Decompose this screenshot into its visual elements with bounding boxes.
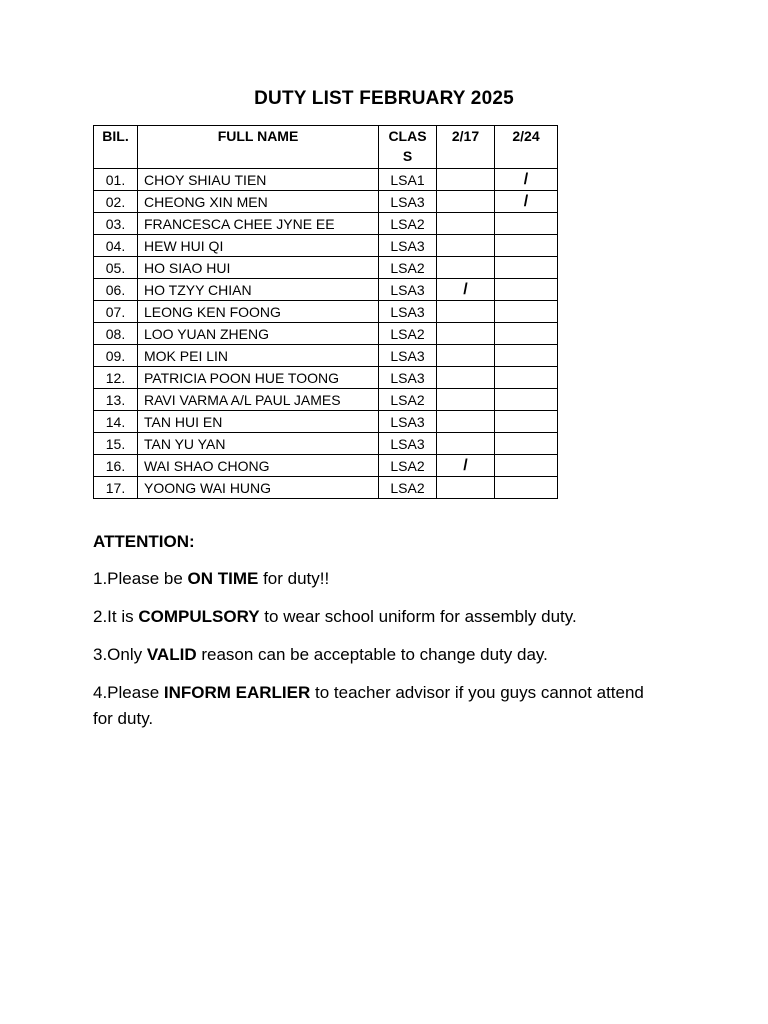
row-date-2-mark bbox=[495, 411, 558, 433]
row-full-name: YOONG WAI HUNG bbox=[138, 477, 379, 499]
row-date-1-mark: / bbox=[437, 455, 495, 477]
table-header-row bbox=[94, 126, 558, 169]
page-title: DUTY LIST FEBRUARY 2025 bbox=[254, 88, 514, 109]
attention-item-emphasis: ON TIME bbox=[187, 569, 259, 588]
attention-item-text: reason can be acceptable to change duty day. bbox=[196, 645, 548, 664]
table-row bbox=[94, 455, 558, 477]
duty-table bbox=[93, 125, 558, 499]
row-date-1-mark bbox=[437, 411, 495, 433]
row-bil: 09. bbox=[94, 345, 138, 367]
row-date-1-mark bbox=[437, 257, 495, 279]
duty-table-body bbox=[94, 169, 558, 499]
row-date-1-mark bbox=[437, 191, 495, 213]
header-class-label: CLASS bbox=[388, 128, 427, 164]
table-row bbox=[94, 367, 558, 389]
row-class: LSA3 bbox=[379, 235, 437, 257]
row-date-2-mark: / bbox=[495, 191, 558, 213]
row-class: LSA2 bbox=[379, 477, 437, 499]
row-bil: 17. bbox=[94, 477, 138, 499]
row-class: LSA3 bbox=[379, 191, 437, 213]
row-class: LSA2 bbox=[379, 389, 437, 411]
row-full-name: PATRICIA POON HUE TOONG bbox=[138, 367, 379, 389]
row-bil: 13. bbox=[94, 389, 138, 411]
header-full-name: FULL NAME bbox=[138, 126, 379, 169]
row-class: LSA3 bbox=[379, 367, 437, 389]
row-bil: 03. bbox=[94, 213, 138, 235]
row-class: LSA1 bbox=[379, 169, 437, 191]
row-full-name: WAI SHAO CHONG bbox=[138, 455, 379, 477]
row-date-2-mark bbox=[495, 213, 558, 235]
attention-item bbox=[93, 604, 653, 630]
table-row bbox=[94, 235, 558, 257]
row-date-1-mark bbox=[437, 301, 495, 323]
row-date-2-mark bbox=[495, 389, 558, 411]
table-row bbox=[94, 169, 558, 191]
row-date-1-mark bbox=[437, 477, 495, 499]
row-class: LSA3 bbox=[379, 301, 437, 323]
attention-item-text: for duty!! bbox=[258, 569, 330, 588]
attention-item-text: 3.Only bbox=[93, 645, 147, 664]
attention-list bbox=[93, 566, 653, 732]
row-date-2-mark bbox=[495, 235, 558, 257]
table-row bbox=[94, 411, 558, 433]
row-bil: 12. bbox=[94, 367, 138, 389]
row-full-name: CHOY SHIAU TIEN bbox=[138, 169, 379, 191]
attention-notes bbox=[93, 532, 653, 744]
table-row bbox=[94, 301, 558, 323]
table-row bbox=[94, 389, 558, 411]
row-class: LSA2 bbox=[379, 213, 437, 235]
row-date-2-mark: / bbox=[495, 169, 558, 191]
row-date-1-mark bbox=[437, 367, 495, 389]
header-date-2: 2/24 bbox=[495, 126, 558, 169]
row-bil: 08. bbox=[94, 323, 138, 345]
row-class: LSA3 bbox=[379, 279, 437, 301]
attention-item bbox=[93, 680, 653, 732]
attention-heading: ATTENTION: bbox=[93, 532, 195, 551]
row-bil: 05. bbox=[94, 257, 138, 279]
row-date-1-mark bbox=[437, 389, 495, 411]
row-class: LSA2 bbox=[379, 455, 437, 477]
row-bil: 02. bbox=[94, 191, 138, 213]
table-row bbox=[94, 323, 558, 345]
row-bil: 07. bbox=[94, 301, 138, 323]
row-full-name: FRANCESCA CHEE JYNE EE bbox=[138, 213, 379, 235]
row-class: LSA2 bbox=[379, 257, 437, 279]
header-date-1: 2/17 bbox=[437, 126, 495, 169]
row-full-name: HO SIAO HUI bbox=[138, 257, 379, 279]
row-date-2-mark bbox=[495, 279, 558, 301]
row-date-2-mark bbox=[495, 433, 558, 455]
row-full-name: HO TZYY CHIAN bbox=[138, 279, 379, 301]
row-date-2-mark bbox=[495, 323, 558, 345]
row-date-2-mark bbox=[495, 367, 558, 389]
row-date-1-mark bbox=[437, 345, 495, 367]
attention-item-text: 4.Please bbox=[93, 683, 164, 702]
row-date-1-mark bbox=[437, 433, 495, 455]
table-row bbox=[94, 279, 558, 301]
row-bil: 14. bbox=[94, 411, 138, 433]
table-row bbox=[94, 345, 558, 367]
row-bil: 01. bbox=[94, 169, 138, 191]
row-date-2-mark bbox=[495, 257, 558, 279]
attention-item-emphasis: INFORM EARLIER bbox=[163, 683, 311, 702]
header-bil: BIL. bbox=[94, 126, 138, 169]
row-bil: 04. bbox=[94, 235, 138, 257]
attention-item-text: to wear school uniform for assembly duty. bbox=[259, 607, 577, 626]
row-full-name: LOO YUAN ZHENG bbox=[138, 323, 379, 345]
row-class: LSA3 bbox=[379, 411, 437, 433]
row-class: LSA3 bbox=[379, 345, 437, 367]
attention-item-text: 2.It is bbox=[93, 607, 139, 626]
attention-item-text: 1.Please be bbox=[93, 569, 188, 588]
attention-item bbox=[93, 642, 653, 668]
row-full-name: TAN HUI EN bbox=[138, 411, 379, 433]
table-row bbox=[94, 257, 558, 279]
row-bil: 15. bbox=[94, 433, 138, 455]
row-date-1-mark: / bbox=[437, 279, 495, 301]
attention-item-text: to teacher advisor if you guys cannot attend for duty. bbox=[93, 683, 644, 728]
row-full-name: RAVI VARMA A/L PAUL JAMES bbox=[138, 389, 379, 411]
row-date-2-mark bbox=[495, 477, 558, 499]
row-class: LSA2 bbox=[379, 323, 437, 345]
row-full-name: HEW HUI QI bbox=[138, 235, 379, 257]
row-date-1-mark bbox=[437, 323, 495, 345]
row-date-2-mark bbox=[495, 455, 558, 477]
row-date-2-mark bbox=[495, 345, 558, 367]
row-date-1-mark bbox=[437, 169, 495, 191]
attention-item-emphasis: COMPULSORY bbox=[138, 607, 260, 626]
row-full-name: LEONG KEN FOONG bbox=[138, 301, 379, 323]
row-class: LSA3 bbox=[379, 433, 437, 455]
row-bil: 06. bbox=[94, 279, 138, 301]
header-class bbox=[379, 126, 437, 169]
row-date-1-mark bbox=[437, 235, 495, 257]
row-full-name: MOK PEI LIN bbox=[138, 345, 379, 367]
table-row bbox=[94, 477, 558, 499]
attention-item-emphasis: VALID bbox=[146, 645, 197, 664]
row-full-name: CHEONG XIN MEN bbox=[138, 191, 379, 213]
table-row bbox=[94, 213, 558, 235]
row-full-name: TAN YU YAN bbox=[138, 433, 379, 455]
table-row bbox=[94, 433, 558, 455]
row-date-2-mark bbox=[495, 301, 558, 323]
row-date-1-mark bbox=[437, 213, 495, 235]
attention-item bbox=[93, 566, 653, 592]
table-row bbox=[94, 191, 558, 213]
row-bil: 16. bbox=[94, 455, 138, 477]
